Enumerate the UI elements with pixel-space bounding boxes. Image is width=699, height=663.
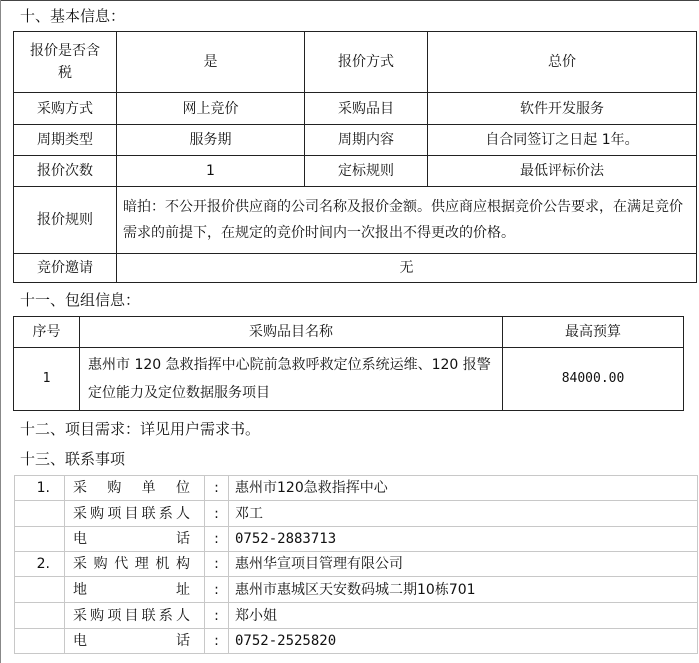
value-period-content: 自合同签订之日起 1年。: [428, 125, 697, 156]
contact-value-purchaser-phone: 0752-2883713: [229, 527, 698, 552]
contact-label-purchaser-phone: 电话: [65, 527, 205, 552]
label-quote-count: 报价次数: [14, 156, 117, 187]
colon: :: [205, 577, 229, 603]
contact-value-agency: 惠州华宣项目管理有限公司: [229, 552, 698, 577]
contact-label-agency-contact: 采购项目联系人: [65, 603, 205, 629]
contact-label-purchaser: 采购单位: [65, 476, 205, 501]
table-row: [14, 156, 697, 187]
label-quote-method: 报价方式: [305, 32, 428, 93]
contact-label-address: 地址: [65, 577, 205, 603]
header-no: 序号: [14, 317, 80, 348]
contact-value-purchaser-contact: 邓工: [229, 501, 698, 527]
table-header-row: [14, 317, 684, 348]
contact-label-agency: 采购代理机构: [65, 552, 205, 577]
table-row: [15, 629, 698, 654]
table-row: [15, 577, 698, 603]
colon: :: [205, 629, 229, 654]
colon: :: [205, 501, 229, 527]
colon: :: [205, 552, 229, 577]
colon: :: [205, 603, 229, 629]
value-award-rule: 最低评标价法: [428, 156, 697, 187]
value-procure-method: 网上竞价: [117, 93, 305, 125]
label-tax-included: 报价是否含税: [14, 32, 117, 93]
value-quote-rules: 暗拍：不公开报价供应商的公司名称及报价金额。供应商应根据竞价公告要求，在满足竞价需求的前提下，在规定的竞价时间内一次报出不得更改的价格。: [117, 187, 697, 254]
value-bid-invite: 无: [117, 254, 697, 283]
contact-label-purchaser-contact: 采购项目联系人: [65, 501, 205, 527]
value-procure-item: 软件开发服务: [428, 93, 697, 125]
table-row: [14, 348, 684, 411]
table-row: [15, 552, 698, 577]
contact-value-agency-contact: 郑小姐: [229, 603, 698, 629]
contact-number: [15, 629, 65, 654]
label-quote-rules: 报价规则: [14, 187, 117, 254]
basic-info-table: [13, 31, 697, 283]
contact-value-agency-phone: 0752-2525820: [229, 629, 698, 654]
section-contacts-title: 十三、联系事项: [20, 450, 126, 468]
section-package-info-title: 十一、包组信息：: [20, 291, 141, 309]
table-row: [14, 125, 697, 156]
table-row: [15, 476, 698, 501]
label-procure-item: 采购品目: [305, 93, 428, 125]
value-quote-method: 总价: [428, 32, 697, 93]
label-period-content: 周期内容: [305, 125, 428, 156]
section-requirements-title: 十二、项目需求：详见用户需求书。: [20, 420, 261, 438]
label-period-type: 周期类型: [14, 125, 117, 156]
table-row: [14, 32, 697, 93]
contact-label-agency-phone: 电话: [65, 629, 205, 654]
colon: :: [205, 527, 229, 552]
table-row: [14, 187, 697, 254]
table-row: [14, 254, 697, 283]
page-left-border: [0, 0, 1, 663]
contact-number: 2.: [15, 552, 65, 577]
value-tax-included: 是: [117, 32, 305, 93]
table-row: [15, 501, 698, 527]
package-info-table: [13, 316, 684, 411]
cell-max-budget: 84000.00: [503, 348, 684, 411]
value-quote-count: 1: [117, 156, 305, 187]
contact-number: [15, 577, 65, 603]
colon: :: [205, 476, 229, 501]
contact-number: 1.: [15, 476, 65, 501]
table-row: [15, 527, 698, 552]
contact-number: [15, 603, 65, 629]
page-top-border: [0, 0, 699, 1]
label-award-rule: 定标规则: [305, 156, 428, 187]
label-bid-invite: 竞价邀请: [14, 254, 117, 283]
cell-no: 1: [14, 348, 80, 411]
contacts-table: [14, 475, 698, 654]
section-basic-info-title: 十、基本信息：: [20, 7, 126, 25]
contact-value-address: 惠州市惠城区天安数码城二期10栋701: [229, 577, 698, 603]
value-period-type: 服务期: [117, 125, 305, 156]
table-row: [14, 93, 697, 125]
contact-value-purchaser: 惠州市120急救指挥中心: [229, 476, 698, 501]
label-procure-method: 采购方式: [14, 93, 117, 125]
contact-number: [15, 527, 65, 552]
contact-number: [15, 501, 65, 527]
cell-item-name: 惠州市 120 急救指挥中心院前急救呼救定位系统运维、120 报警定位能力及定位数据服务项目: [80, 348, 503, 411]
header-item-name: 采购品目名称: [80, 317, 503, 348]
table-row: [15, 603, 698, 629]
header-max-budget: 最高预算: [503, 317, 684, 348]
